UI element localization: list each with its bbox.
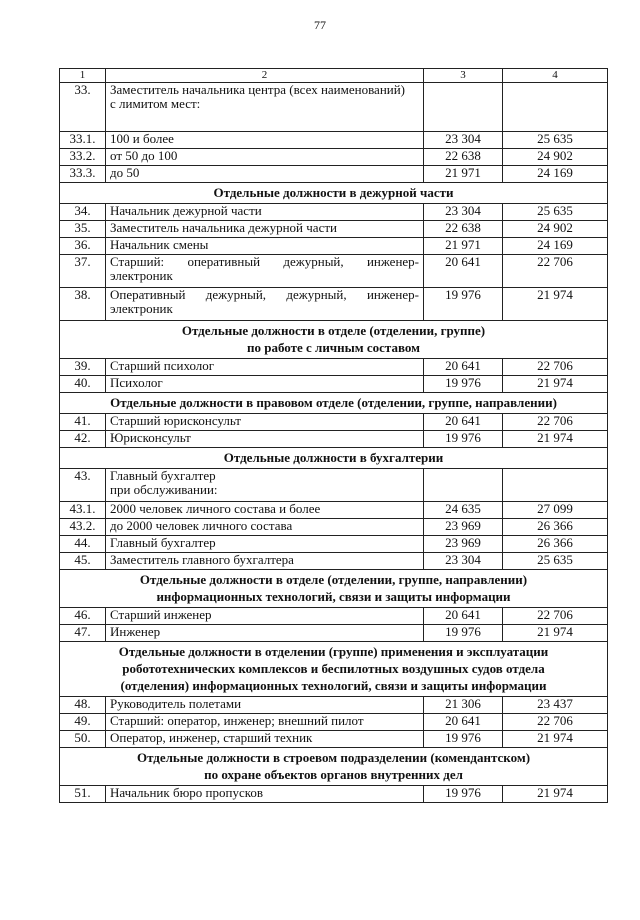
table-row xyxy=(60,469,608,502)
salary-value-col-3: 19 976 xyxy=(424,431,503,448)
table-row xyxy=(60,553,608,570)
table-row xyxy=(60,221,608,238)
position-name-cell xyxy=(106,519,424,536)
row-number: 45. xyxy=(60,553,106,570)
section-header-row xyxy=(60,183,608,204)
table-row xyxy=(60,697,608,714)
section-title-line: информационных технологий, связи и защиты информации xyxy=(156,589,511,604)
section-title xyxy=(60,321,608,359)
section-title xyxy=(60,393,608,414)
section-title xyxy=(60,448,608,469)
salary-value-col-4: 22 706 xyxy=(503,255,608,288)
salary-value-col-3: 20 641 xyxy=(424,414,503,431)
row-number: 33.1. xyxy=(60,132,106,149)
salary-value-col-4: 24 902 xyxy=(503,149,608,166)
table-row xyxy=(60,431,608,448)
table-row xyxy=(60,608,608,625)
position-name-cell xyxy=(106,149,424,166)
section-title-line: по работе с личным составом xyxy=(246,340,421,355)
row-number: 48. xyxy=(60,697,106,714)
salary-value-col-4: 25 635 xyxy=(503,553,608,570)
position-name-cell xyxy=(106,255,424,288)
row-number: 35. xyxy=(60,221,106,238)
position-name: Начальник дежурной части xyxy=(110,203,262,218)
salary-value-col-3: 21 971 xyxy=(424,166,503,183)
position-name: Юрисконсульт xyxy=(110,430,191,445)
position-name-cell xyxy=(106,288,424,321)
row-number: 41. xyxy=(60,414,106,431)
table-row xyxy=(60,376,608,393)
table-row xyxy=(60,255,608,288)
salary-value-col-3: 21 306 xyxy=(424,697,503,714)
row-number: 42. xyxy=(60,431,106,448)
section-title xyxy=(60,748,608,786)
salary-value-col-3: 19 976 xyxy=(424,731,503,748)
position-name: Заместитель начальника центра (всех наименований) xyxy=(110,82,406,97)
salary-value-col-4: 24 169 xyxy=(503,166,608,183)
salary-value-col-3: 23 969 xyxy=(424,536,503,553)
position-name-cell xyxy=(106,731,424,748)
table-row xyxy=(60,288,608,321)
position-name: Руководитель полетами xyxy=(110,696,242,711)
table-row xyxy=(60,414,608,431)
position-name: от 50 до 100 xyxy=(110,148,178,163)
salary-value-col-4: 26 366 xyxy=(503,536,608,553)
position-name: Старший психолог xyxy=(110,358,215,373)
row-number: 46. xyxy=(60,608,106,625)
row-number: 49. xyxy=(60,714,106,731)
position-name-cell xyxy=(106,204,424,221)
salary-value-col-3 xyxy=(424,469,503,502)
position-name: 2000 человек личного состава и более xyxy=(110,501,321,516)
section-title-line: по охране объектов органов внутренних дел xyxy=(204,767,463,782)
salary-value-col-3: 23 304 xyxy=(424,132,503,149)
position-name-cell xyxy=(106,553,424,570)
row-number: 34. xyxy=(60,204,106,221)
salary-value-col-3: 20 641 xyxy=(424,359,503,376)
row-number: 40. xyxy=(60,376,106,393)
table-row xyxy=(60,359,608,376)
table-row xyxy=(60,714,608,731)
table-row xyxy=(60,132,608,149)
position-name-cell xyxy=(106,431,424,448)
salary-value-col-4: 22 706 xyxy=(503,414,608,431)
row-number: 33.3. xyxy=(60,166,106,183)
section-title-line: Отдельные должности в правовом отделе (отделении, группе, направлении) xyxy=(110,395,557,410)
salary-value-col-4: 26 366 xyxy=(503,519,608,536)
table-row xyxy=(60,731,608,748)
position-name-cell xyxy=(106,714,424,731)
row-number: 37. xyxy=(60,255,106,288)
section-header-row xyxy=(60,321,608,359)
row-number: 38. xyxy=(60,288,106,321)
position-name-cell xyxy=(106,414,424,431)
section-title xyxy=(60,183,608,204)
salary-value-col-4: 21 974 xyxy=(503,376,608,393)
table-row xyxy=(60,238,608,255)
position-name: Старший инженер xyxy=(110,607,212,622)
position-name: Оператор, инженер, старший техник xyxy=(110,730,313,745)
salary-value-col-3: 23 304 xyxy=(424,553,503,570)
position-name-cell xyxy=(106,376,424,393)
position-name: Начальник смены xyxy=(110,237,209,252)
salary-table-body xyxy=(60,69,608,803)
position-name: Главный бухгалтер xyxy=(110,468,216,483)
salary-value-col-3: 19 976 xyxy=(424,376,503,393)
table-row xyxy=(60,204,608,221)
table-row xyxy=(60,536,608,553)
position-name-cell xyxy=(106,469,424,502)
row-number: 33. xyxy=(60,83,106,132)
salary-value-col-3: 20 641 xyxy=(424,608,503,625)
position-name-cell xyxy=(106,238,424,255)
salary-value-col-4: 23 437 xyxy=(503,697,608,714)
position-name: Заместитель главного бухгалтера xyxy=(110,552,294,567)
row-number: 39. xyxy=(60,359,106,376)
salary-value-col-4: 25 635 xyxy=(503,132,608,149)
position-name: Оперативный дежурный, дежурный, инженер-электроник xyxy=(110,287,419,316)
position-name: Заместитель начальника дежурной части xyxy=(110,220,337,235)
salary-value-col-4: 24 169 xyxy=(503,238,608,255)
salary-value-col-4: 21 974 xyxy=(503,431,608,448)
salary-value-col-4 xyxy=(503,83,608,132)
salary-value-col-4: 22 706 xyxy=(503,608,608,625)
header-col-4: 4 xyxy=(503,69,608,83)
position-name: до 2000 человек личного состава xyxy=(110,518,293,533)
section-title-line: Отдельные должности в дежурной части xyxy=(213,185,454,200)
row-number: 50. xyxy=(60,731,106,748)
position-name: Старший: оперативный дежурный, инженер-электроник xyxy=(110,254,419,283)
position-name: Инженер xyxy=(110,624,161,639)
header-col-1: 1 xyxy=(60,69,106,83)
salary-value-col-4: 21 974 xyxy=(503,731,608,748)
position-name-cell xyxy=(106,625,424,642)
position-name: Психолог xyxy=(110,375,163,390)
salary-value-col-4: 24 902 xyxy=(503,221,608,238)
salary-value-col-3 xyxy=(424,83,503,132)
position-name: Начальник бюро пропусков xyxy=(110,785,264,800)
position-name: Старший юрисконсульт xyxy=(110,413,241,428)
table-row xyxy=(60,519,608,536)
section-header-row xyxy=(60,642,608,697)
salary-table xyxy=(59,68,608,803)
position-name-cell xyxy=(106,536,424,553)
section-header-row xyxy=(60,748,608,786)
position-name: Старший: оператор, инженер; внешний пилот xyxy=(110,713,364,728)
section-title-line: Отдельные должности в отделе (отделении, группе) xyxy=(181,323,486,338)
row-number: 51. xyxy=(60,786,106,803)
page-number: 77 xyxy=(314,18,326,32)
position-name-continuation: при обслуживании: xyxy=(110,482,218,497)
section-title-line: робототехнических комплексов и беспилотных воздушных судов отдела xyxy=(122,661,545,676)
salary-value-col-4: 22 706 xyxy=(503,714,608,731)
salary-value-col-3: 23 304 xyxy=(424,204,503,221)
salary-value-col-3: 19 976 xyxy=(424,625,503,642)
salary-value-col-3: 20 641 xyxy=(424,255,503,288)
position-name-continuation: с лимитом мест: xyxy=(110,96,201,111)
header-col-3: 3 xyxy=(424,69,503,83)
salary-value-col-3: 19 976 xyxy=(424,786,503,803)
row-number: 47. xyxy=(60,625,106,642)
section-title-line: Отдельные должности в бухгалтерии xyxy=(223,450,444,465)
header-col-2: 2 xyxy=(106,69,424,83)
row-number: 44. xyxy=(60,536,106,553)
table-row xyxy=(60,625,608,642)
position-name-cell xyxy=(106,786,424,803)
position-name-cell xyxy=(106,166,424,183)
table-row xyxy=(60,166,608,183)
salary-value-col-3: 24 635 xyxy=(424,502,503,519)
section-header-row xyxy=(60,393,608,414)
position-name: до 50 xyxy=(110,165,140,180)
header-row xyxy=(60,69,608,83)
table-row xyxy=(60,83,608,132)
section-title xyxy=(60,570,608,608)
position-name: 100 и более xyxy=(110,131,174,146)
section-title-line: Отдельные должности в строевом подразделении (комендантском) xyxy=(136,750,531,765)
salary-value-col-4: 21 974 xyxy=(503,786,608,803)
salary-value-col-3: 22 638 xyxy=(424,221,503,238)
row-number: 33.2. xyxy=(60,149,106,166)
salary-value-col-4: 22 706 xyxy=(503,359,608,376)
salary-value-col-4: 21 974 xyxy=(503,288,608,321)
salary-value-col-3: 23 969 xyxy=(424,519,503,536)
table-row xyxy=(60,502,608,519)
position-name-cell xyxy=(106,132,424,149)
row-number: 43.1. xyxy=(60,502,106,519)
position-name-cell xyxy=(106,359,424,376)
section-header-row xyxy=(60,570,608,608)
salary-value-col-4 xyxy=(503,469,608,502)
salary-value-col-3: 20 641 xyxy=(424,714,503,731)
section-title xyxy=(60,642,608,697)
section-title-line: Отдельные должности в отделе (отделении, группе, направлении) xyxy=(139,572,528,587)
table-row xyxy=(60,786,608,803)
position-name-cell xyxy=(106,697,424,714)
section-title-line: Отдельные должности в отделении (группе) применения и эксплуатации xyxy=(118,644,549,659)
table-row xyxy=(60,149,608,166)
salary-value-col-3: 22 638 xyxy=(424,149,503,166)
salary-value-col-4: 21 974 xyxy=(503,625,608,642)
salary-value-col-4: 25 635 xyxy=(503,204,608,221)
position-name-cell xyxy=(106,83,424,132)
salary-value-col-4: 27 099 xyxy=(503,502,608,519)
position-name-cell xyxy=(106,608,424,625)
position-name-cell xyxy=(106,502,424,519)
salary-value-col-3: 21 971 xyxy=(424,238,503,255)
salary-value-col-3: 19 976 xyxy=(424,288,503,321)
row-number: 43.2. xyxy=(60,519,106,536)
section-title-line: (отделения) информационных технологий, связи и защиты информации xyxy=(120,678,547,693)
position-name-cell xyxy=(106,221,424,238)
row-number: 36. xyxy=(60,238,106,255)
row-number: 43. xyxy=(60,469,106,502)
position-name: Главный бухгалтер xyxy=(110,535,216,550)
section-header-row xyxy=(60,448,608,469)
